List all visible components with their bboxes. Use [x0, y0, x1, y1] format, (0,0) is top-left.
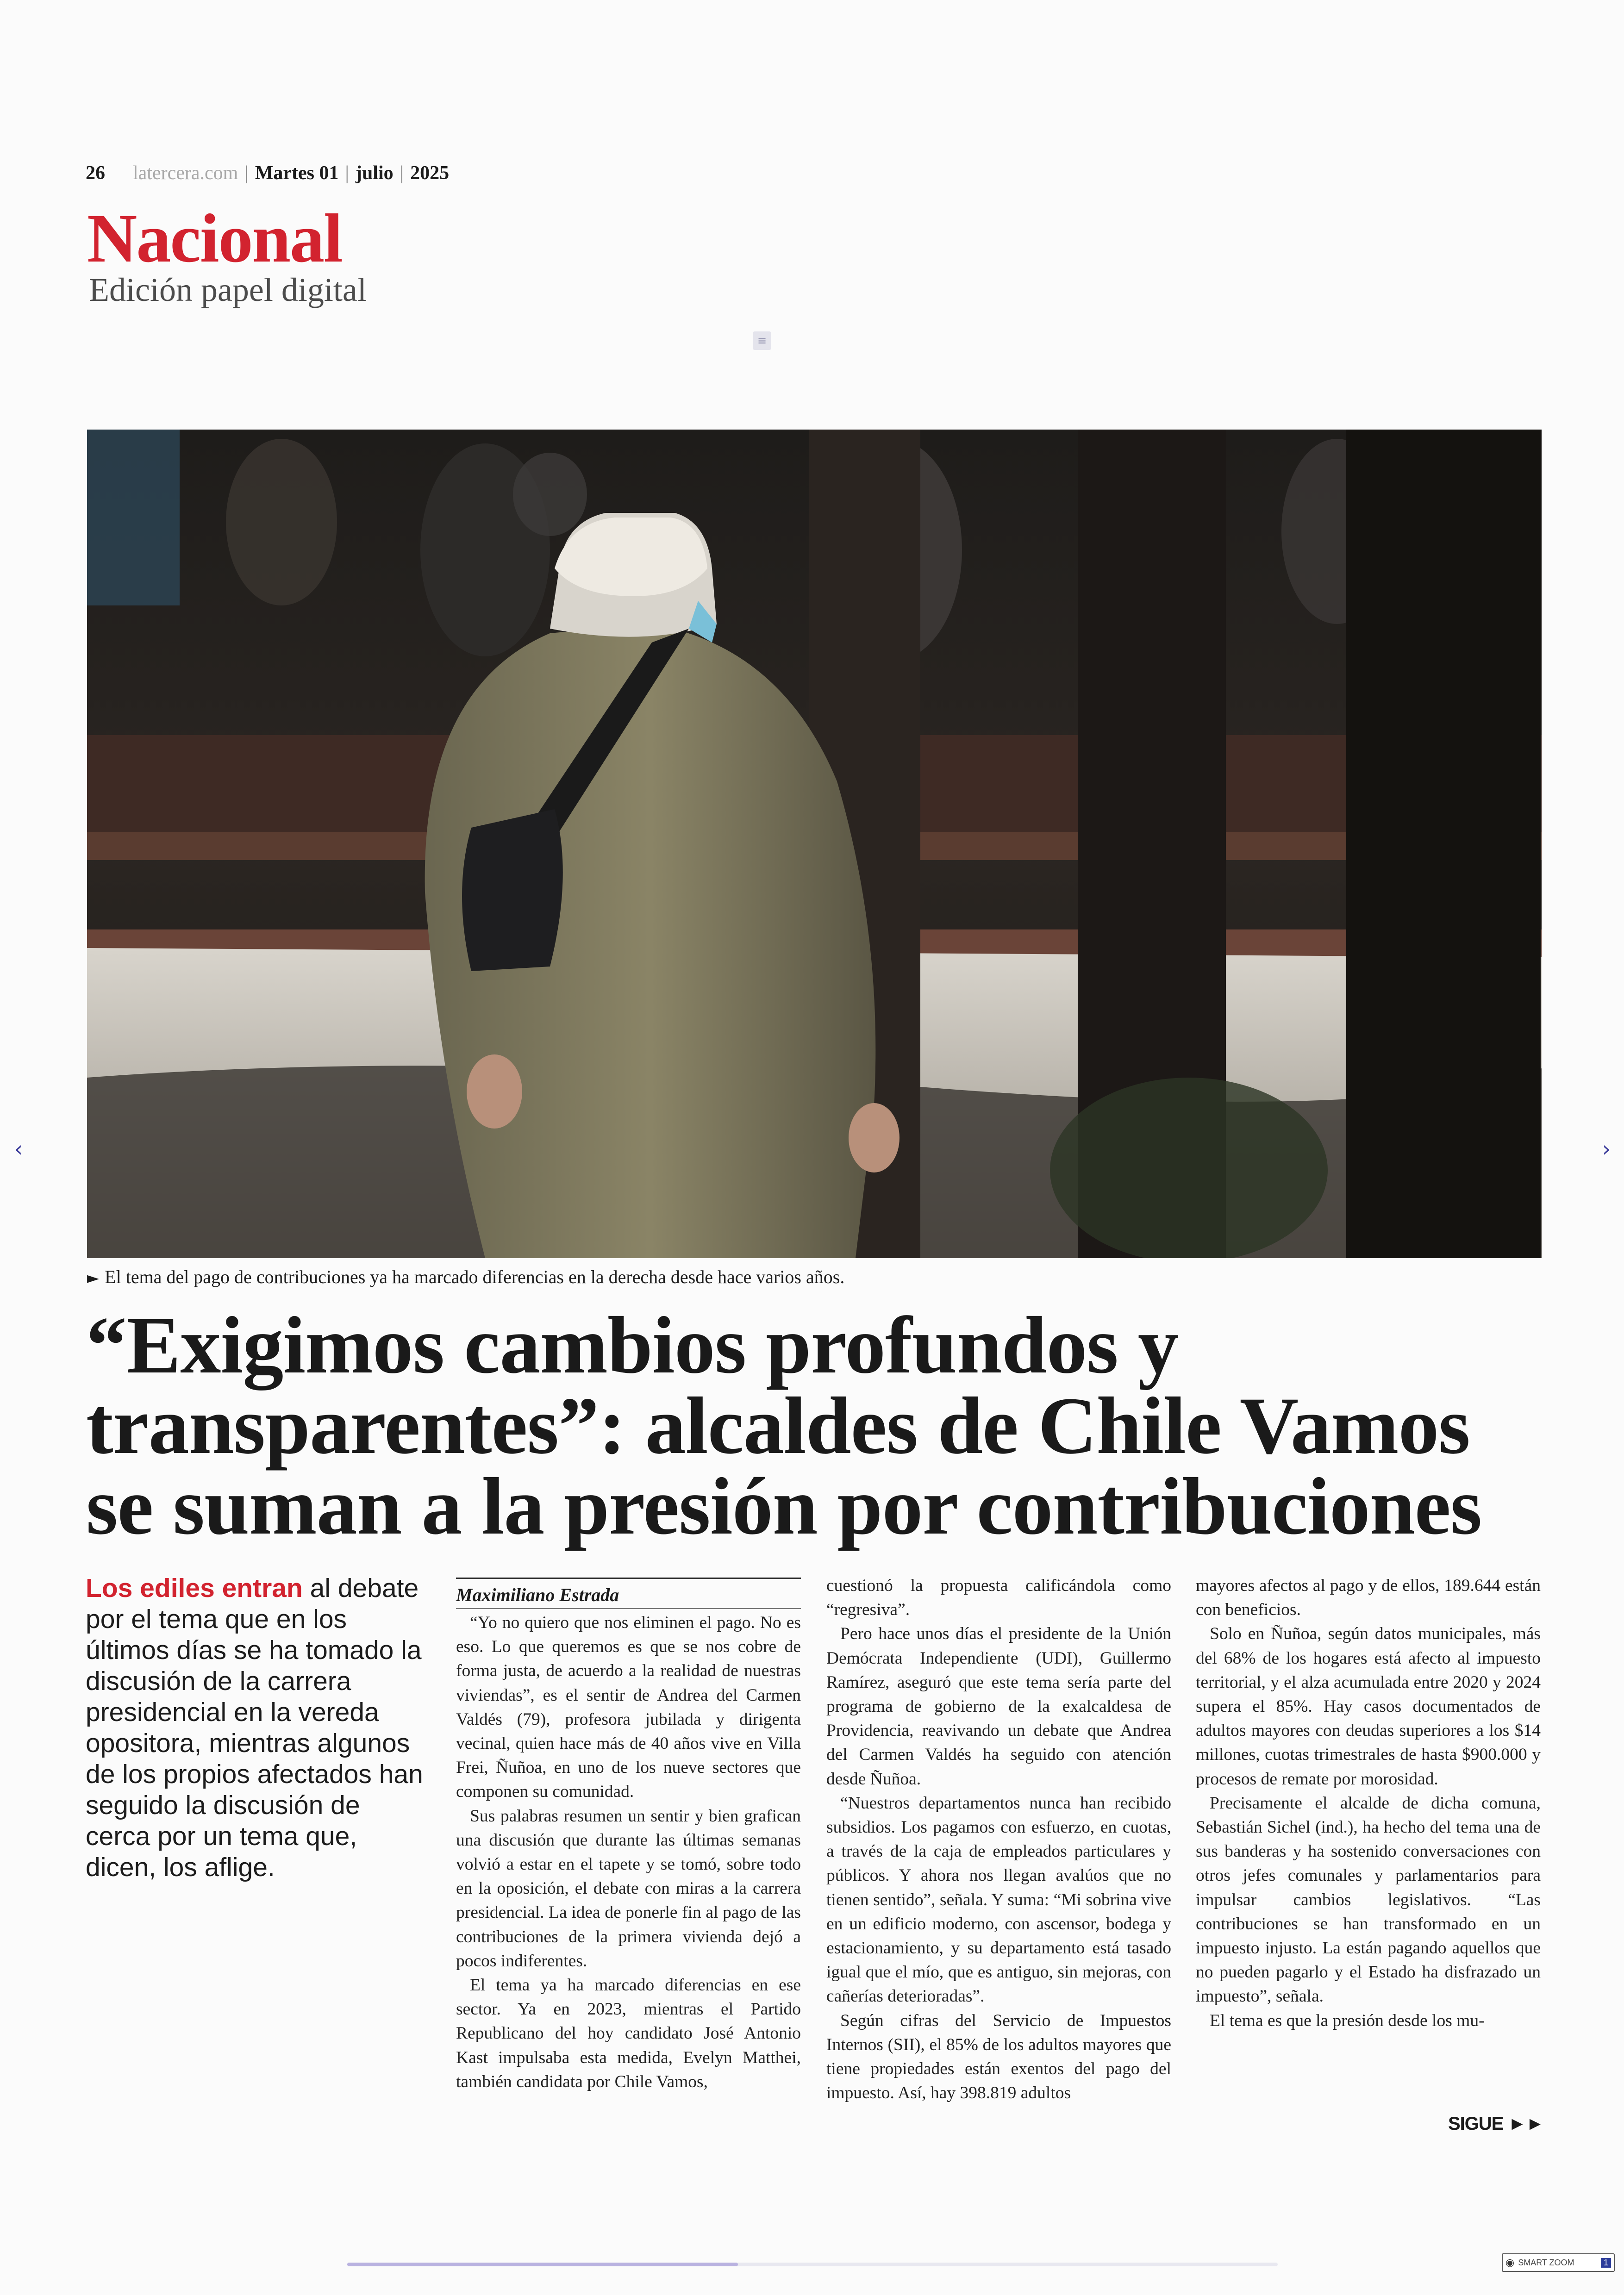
paragraph: El tema es que la presión desde los mu- — [1210, 2011, 1485, 2030]
page-progress-fill — [347, 2263, 738, 2266]
paragraph: cuestionó la propuesta calificándola como “regresiva”. — [826, 1576, 1171, 1620]
date-year: 2025 — [410, 162, 450, 184]
date-month: julio — [355, 162, 394, 184]
caption-marker-icon: ► — [87, 1269, 100, 1287]
photo-caption: ► El tema del pago de contribuciones ya ha marcado diferencias en la derecha desde hace varios años. — [87, 1266, 845, 1287]
paragraph: El tema ya ha marcado diferencias en ese sector. Ya en 2023, mientras el Partido Republicano del hoy candidato José Antonio Kast impulsaba esta medida, Evelyn Matthei, también candidata por Chile Vamos, — [456, 1976, 801, 2091]
paragraph: mayores afectos al pago y de ellos, 189.644 están con beneficios. — [1196, 1576, 1541, 1620]
article-photo — [87, 430, 1542, 1258]
byline-divider — [456, 1608, 801, 1609]
body-column-1 — [456, 1611, 801, 2094]
article-lead: Los ediles entran al debate por el tema que en los últimos días se ha tomado la discusión de la carrera presidencial en la vereda opositora, mientras algunos de los propios afectados han seguido la discusión de cerca por un tema que, dicen, los aflige. — [86, 1573, 423, 1882]
paragraph: Pero hace unos días el presidente de la Unión Demócrata Independiente (UDI), Guillermo Ramírez, aseguró que este tema sería parte del programa de gobierno de la exalcaldesa de Providencia, reavivando un debate que Andrea del Carmen Valdés ha seguido con atención desde Ñuñoa. — [826, 1624, 1171, 1789]
date-day: Martes 01 — [255, 162, 339, 184]
note-icon[interactable]: ≡ — [753, 331, 771, 350]
page-header: 26 latercera.com | Martes 01 | julio | 2025 — [86, 162, 450, 184]
body-column-2 — [826, 1574, 1171, 2105]
page-number: 26 — [86, 162, 105, 184]
edition-label: Edición papel digital — [89, 271, 367, 308]
body-column-3 — [1196, 1574, 1541, 2033]
paragraph: Precisamente el alcalde de dicha comuna, Sebastián Sichel (ind.), ha hecho del tema una de sus banderas y ha sostenido conversaciones con otros jefes comunales y parlamentarios para impulsar cambios legislativos. “Las contribuciones se han transformado en un impuesto injusto. La están pagando aquellos que no pueden pagarlo y el Estado ha disfrazado un impuesto”, señala. — [1196, 1793, 1541, 2006]
lead-highlight: Los ediles entran — [86, 1573, 303, 1603]
paragraph: Sus palabras resumen un sentir y bien grafican una discusión que durante las últimas semanas volvió a estar en el tapete y se tomó, sobre todo en la oposición, el debate con miras a la carrera presidencial. La idea de ponerle fin al pago de las contribuciones de la primera vivienda dejó a pocos indiferentes. — [456, 1806, 801, 1971]
eye-icon: ◉ — [1505, 2257, 1515, 2269]
next-page-icon[interactable]: › — [1602, 1136, 1611, 1161]
paragraph: “Yo no quiero que nos eliminen el pago. No es eso. Lo que queremos es que se nos cobre de forma justa, de acuerdo a la realidad de nuestras viviendas”, es el sentir de Andrea del Carmen Valdés (79), profesora jubilada y dirigenta vecinal, quien hace más de 40 años vive en Villa Frei, Ñuñoa, en uno de los nueve sectores que componen su comunidad. — [456, 1613, 801, 1802]
byline-rule — [456, 1578, 801, 1579]
paragraph: “Nuestros departamentos nunca han recibido subsidios. Los pagamos con esfuerzo, en cuotas, a través de la caja de empleados particulares y públicos. Y ahora nos llegan avalúos que no tienen sentido”, señala. Y suma: “Mi sobrina vive en un edificio moderno, con ascensor, bodega y estacionamiento, y su departamento está tasado igual que el mío, que es antiguo, sin mejoras, con cañerías deterioradas”. — [826, 1793, 1171, 2006]
smart-zoom-count: 1 — [1601, 2258, 1611, 2268]
paragraph: Según cifras del Servicio de Impuestos Internos (SII), el 85% de los adultos mayores que tiene propiedades están exentos del pago del impuesto. Así, hay 398.819 adultos — [826, 2011, 1171, 2103]
site-name: latercera.com — [133, 162, 238, 184]
previous-page-icon[interactable]: ‹ — [14, 1136, 23, 1161]
article-headline: “Exigimos cambios profundos y transparentes”: alcaldes de Chile Vamos se suman a la presión por contribuciones — [86, 1300, 1482, 1552]
author-byline: Maximiliano Estrada — [456, 1584, 619, 1605]
paragraph: Solo en Ñuñoa, según datos municipales, más del 68% de los hogares está afecto al impuesto territorial, y el alza acumulada entre 2020 y 2024 supera el 85%. Hay casos documentados de adultos mayores con deudas superiores a los $14 millones, cuotas trimestrales de hasta $900.000 y procesos de remate por morosidad. — [1196, 1624, 1541, 1789]
section-title: Nacional — [87, 200, 342, 277]
continue-label: SIGUE ►► — [1448, 2114, 1544, 2134]
smart-zoom-label: SMART ZOOM — [1518, 2258, 1574, 2267]
smart-zoom-button[interactable] — [1502, 2253, 1615, 2272]
